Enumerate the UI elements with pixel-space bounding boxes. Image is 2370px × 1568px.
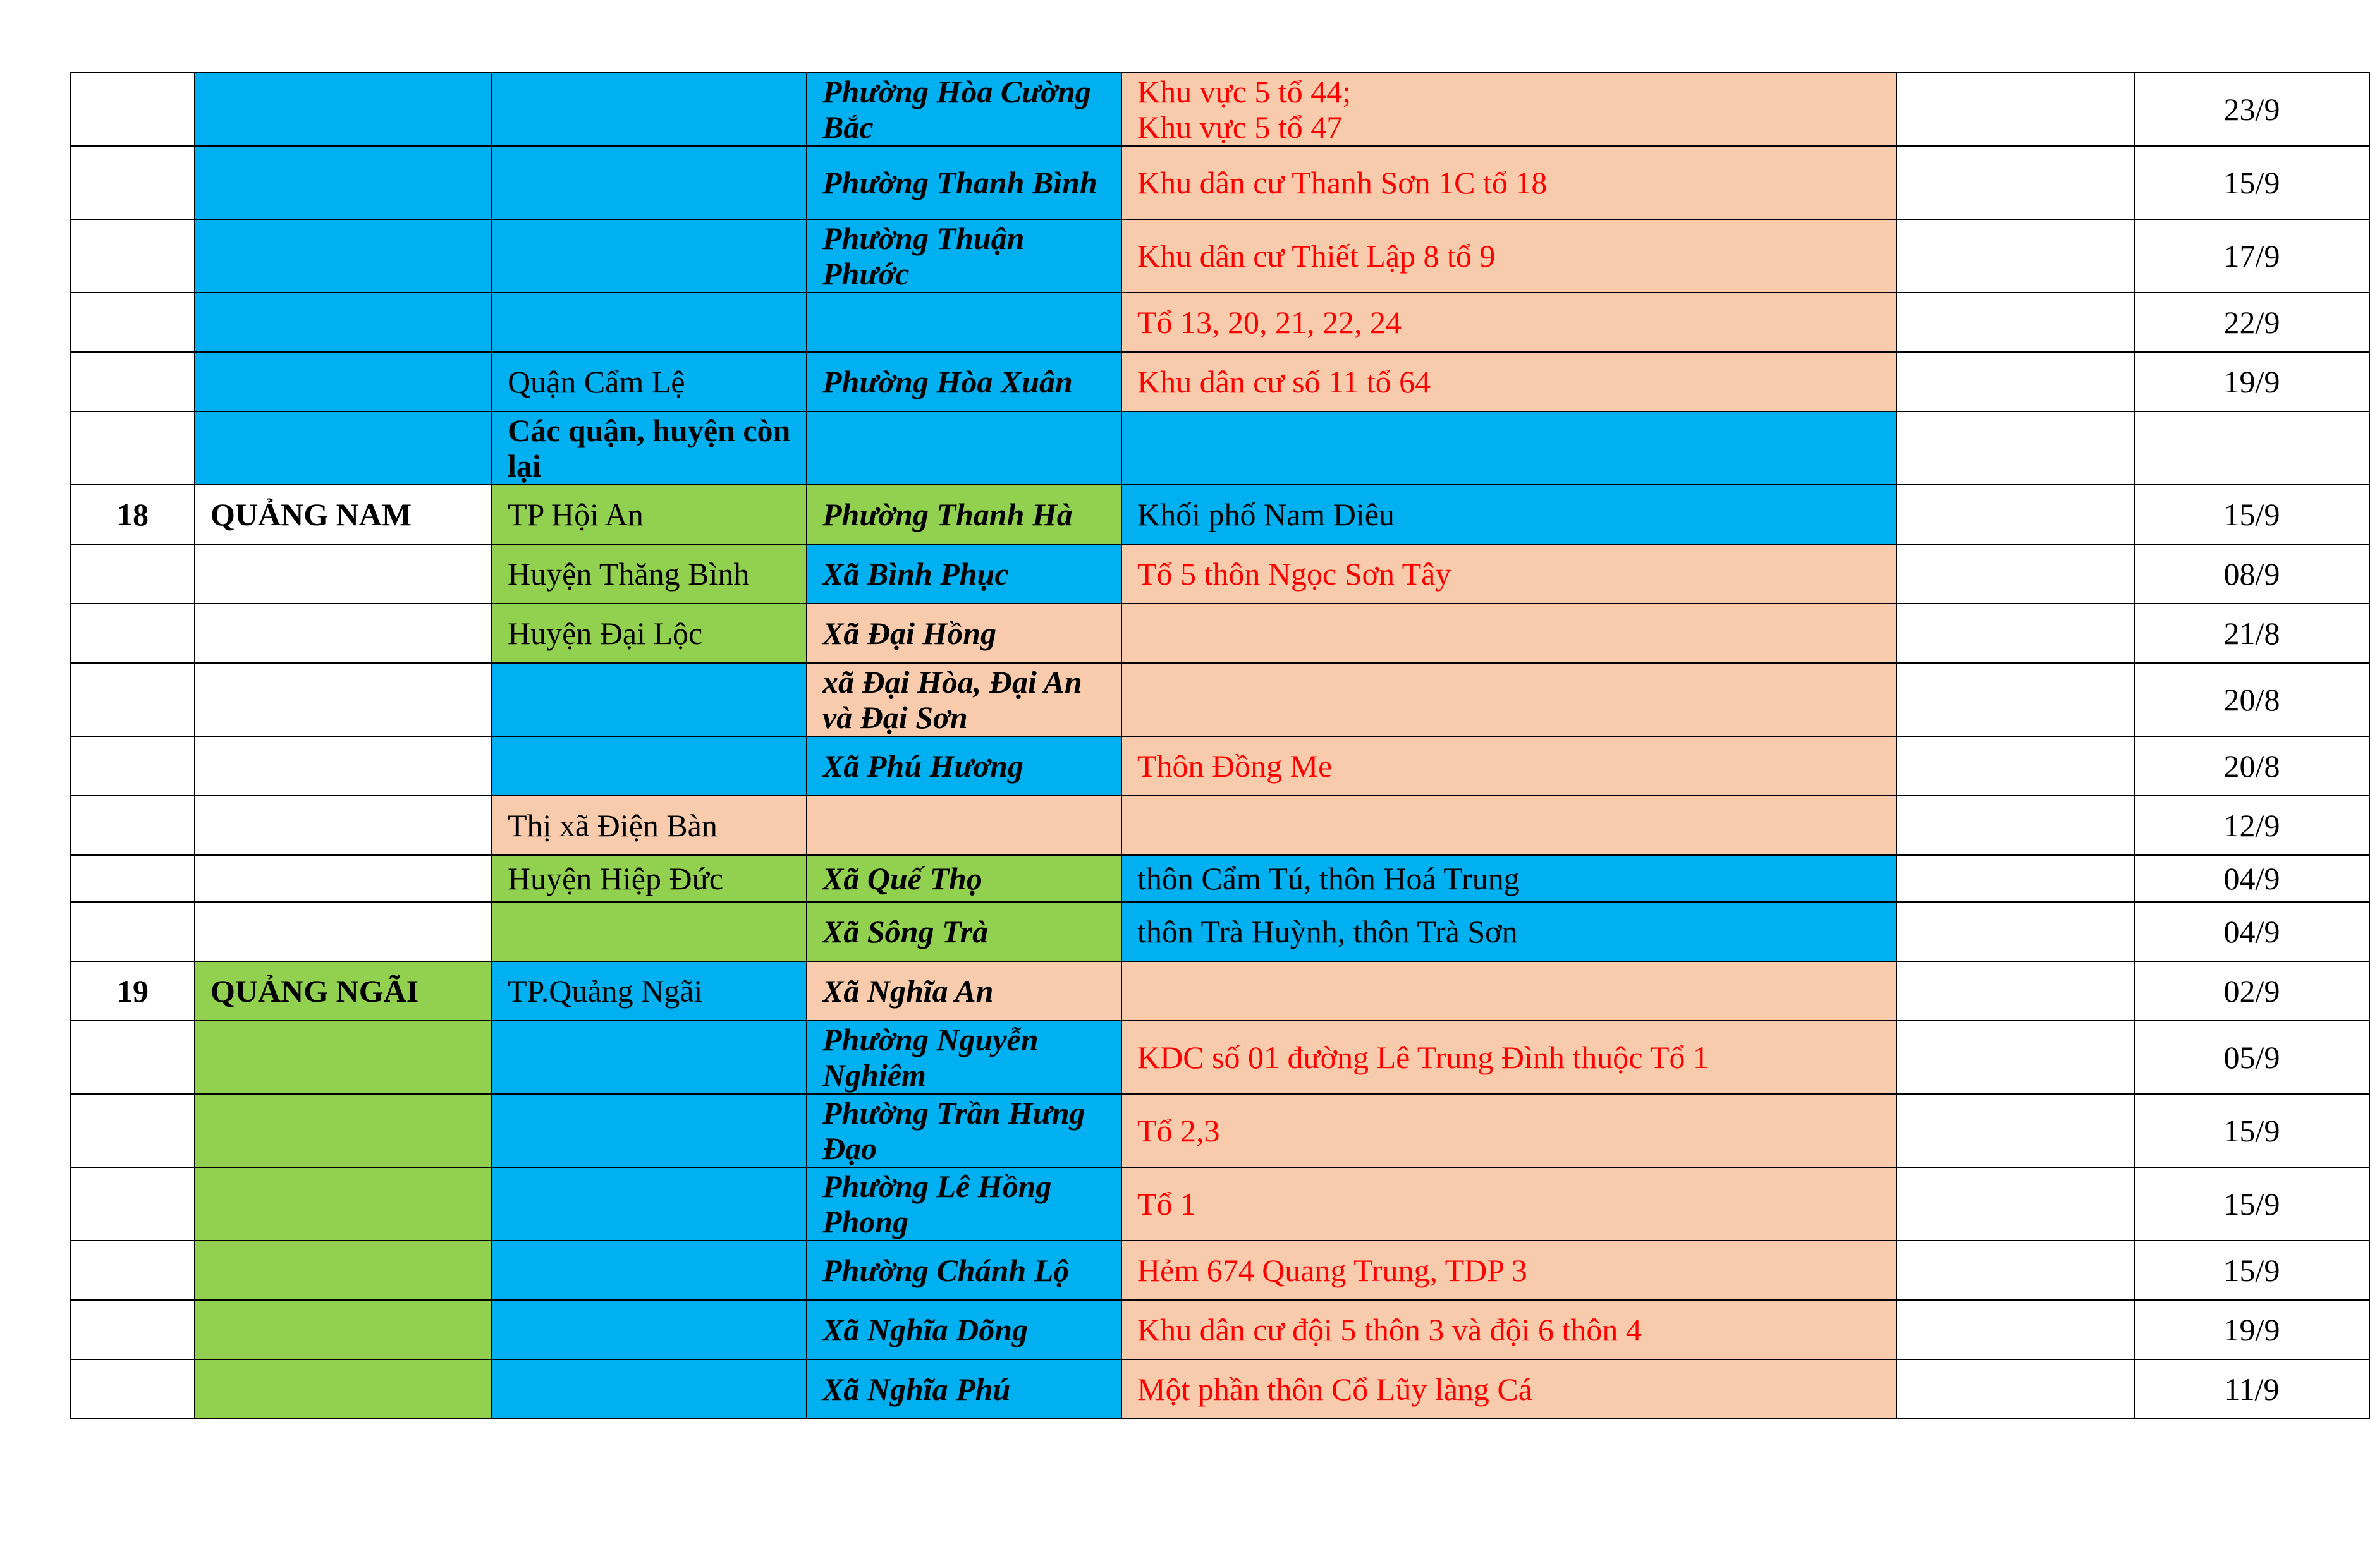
cell-area: Tổ 5 thôn Ngọc Sơn Tây [1121,544,1897,604]
cell-no [71,73,195,146]
cell-district [492,1241,807,1300]
cell-date: 11/9 [2134,1359,2369,1419]
cell-province [195,1021,492,1094]
cell-no [71,1359,195,1419]
cell-district [492,1167,807,1241]
cell-district [492,1094,807,1167]
cell-ward: Phường Trần Hưng Đạo [807,1094,1121,1167]
document-page [70,72,2370,1419]
cell-ward: Phường Nguyễn Nghiêm [807,1021,1121,1094]
cell-note [1897,1167,2134,1241]
cell-no [71,1167,195,1241]
cell-no [71,902,195,961]
cell-province [195,352,492,411]
cell-district: Huyện Đại Lộc [492,604,807,663]
cell-district: Các quận, huyện còn lại [492,411,807,485]
cell-ward [807,411,1121,485]
cell-province [195,146,492,219]
cell-ward: Xã Quế Thọ [807,855,1121,902]
cell-date: 04/9 [2134,855,2369,902]
cell-no [71,663,195,736]
cell-note [1897,604,2134,663]
cell-note [1897,485,2134,544]
cell-no [71,736,195,796]
cell-no [71,796,195,855]
cell-no [71,544,195,604]
table-row [71,146,2369,219]
cell-note [1897,1094,2134,1167]
cell-ward: Xã Bình Phục [807,544,1121,604]
cell-ward: Xã Đại Hồng [807,604,1121,663]
cell-area: KDC số 01 đường Lê Trung Đình thuộc Tổ 1 [1121,1021,1897,1094]
cell-ward: xã Đại Hòa, Đại An và Đại Sơn [807,663,1121,736]
cell-date: 15/9 [2134,1094,2369,1167]
table-row [71,411,2369,485]
cell-area [1121,663,1897,736]
table-row [71,73,2369,146]
cell-province [195,796,492,855]
cell-province [195,219,492,293]
cell-date: 15/9 [2134,1241,2369,1300]
cell-ward: Phường Lê Hồng Phong [807,1167,1121,1241]
table-row [71,1094,2369,1167]
cell-district [492,663,807,736]
cell-ward: Xã Phú Hương [807,736,1121,796]
table-row [71,663,2369,736]
cell-province [195,293,492,352]
cell-area: Hẻm 674 Quang Trung, TDP 3 [1121,1241,1897,1300]
table-row [71,1167,2369,1241]
cell-province [195,544,492,604]
cell-note [1897,796,2134,855]
cell-province [195,1300,492,1359]
cell-district: Thị xã Điện Bàn [492,796,807,855]
table-row [71,604,2369,663]
cell-date: 23/9 [2134,73,2369,146]
cell-province [195,1167,492,1241]
cell-district: Quận Cẩm Lệ [492,352,807,411]
cell-area: Khu dân cư đội 5 thôn 3 và đội 6 thôn 4 [1121,1300,1897,1359]
cell-area [1121,796,1897,855]
cell-province [195,411,492,485]
cell-date: 21/8 [2134,604,2369,663]
cell-province [195,73,492,146]
cell-province [195,736,492,796]
cell-date: 08/9 [2134,544,2369,604]
cell-province [195,855,492,902]
cell-ward [807,796,1121,855]
cell-district [492,1021,807,1094]
cell-no [71,1021,195,1094]
cell-no [71,1300,195,1359]
cell-area: Khu dân cư Thiết Lập 8 tổ 9 [1121,219,1897,293]
cell-note [1897,411,2134,485]
cell-province [195,1241,492,1300]
cell-date: 19/9 [2134,1300,2369,1359]
cell-note [1897,1300,2134,1359]
cell-date: 02/9 [2134,961,2369,1021]
cell-ward: Phường Hòa Xuân [807,352,1121,411]
cell-date: 20/8 [2134,663,2369,736]
cell-no [71,146,195,219]
cell-note [1897,663,2134,736]
cell-note [1897,961,2134,1021]
cell-area: Tổ 1 [1121,1167,1897,1241]
cell-area: thôn Cẩm Tú, thôn Hoá Trung [1121,855,1897,902]
cell-area [1121,604,1897,663]
cell-province [195,604,492,663]
cell-note [1897,855,2134,902]
cell-province [195,663,492,736]
table-row [71,736,2369,796]
cell-note [1897,902,2134,961]
cell-note [1897,1359,2134,1419]
cell-province: QUẢNG NGÃI [195,961,492,1021]
cell-ward: Phường Chánh Lộ [807,1241,1121,1300]
cell-province [195,902,492,961]
cell-date: 22/9 [2134,293,2369,352]
table-row [71,1300,2369,1359]
cell-area: Khu dân cư Thanh Sơn 1C tổ 18 [1121,146,1897,219]
cell-date: 12/9 [2134,796,2369,855]
cell-no [71,604,195,663]
cell-note [1897,73,2134,146]
cell-district [492,902,807,961]
cell-date [2134,411,2369,485]
table-row [71,1359,2369,1419]
cell-ward: Xã Nghĩa Dõng [807,1300,1121,1359]
cell-district [492,1359,807,1419]
cell-area: Một phần thôn Cổ Lũy làng Cá [1121,1359,1897,1419]
zone-status-table [70,72,2370,1419]
table-row [71,902,2369,961]
cell-date: 05/9 [2134,1021,2369,1094]
cell-area: thôn Trà Huỳnh, thôn Trà Sơn [1121,902,1897,961]
cell-ward: Phường Thanh Hà [807,485,1121,544]
cell-ward: Xã Nghĩa An [807,961,1121,1021]
cell-area: Khu dân cư số 11 tổ 64 [1121,352,1897,411]
cell-district [492,146,807,219]
cell-date: 19/9 [2134,352,2369,411]
cell-area: Tổ 13, 20, 21, 22, 24 [1121,293,1897,352]
cell-date: 15/9 [2134,146,2369,219]
cell-district [492,73,807,146]
cell-note [1897,736,2134,796]
cell-note [1897,544,2134,604]
cell-no: 19 [71,961,195,1021]
table-row [71,1241,2369,1300]
cell-ward: Xã Nghĩa Phú [807,1359,1121,1419]
cell-no [71,352,195,411]
cell-district: TP Hội An [492,485,807,544]
table-row [71,352,2369,411]
cell-area [1121,961,1897,1021]
cell-note [1897,352,2134,411]
cell-no [71,293,195,352]
cell-province [195,1094,492,1167]
cell-area: Tổ 2,3 [1121,1094,1897,1167]
cell-date: 15/9 [2134,485,2369,544]
cell-area: Khối phố Nam Diêu [1121,485,1897,544]
cell-date: 17/9 [2134,219,2369,293]
cell-district: TP.Quảng Ngãi [492,961,807,1021]
cell-no: 18 [71,485,195,544]
cell-note [1897,219,2134,293]
cell-ward: Phường Thanh Bình [807,146,1121,219]
cell-note [1897,1241,2134,1300]
cell-area: Thôn Đồng Me [1121,736,1897,796]
cell-ward [807,293,1121,352]
cell-district: Huyện Hiệp Đức [492,855,807,902]
cell-province [195,1359,492,1419]
cell-district: Huyện Thăng Bình [492,544,807,604]
cell-note [1897,146,2134,219]
cell-ward: Xã Sông Trà [807,902,1121,961]
cell-no [71,219,195,293]
cell-date: 04/9 [2134,902,2369,961]
cell-province: QUẢNG NAM [195,485,492,544]
cell-district [492,1300,807,1359]
cell-note [1897,1021,2134,1094]
cell-date: 20/8 [2134,736,2369,796]
table-row [71,855,2369,902]
cell-no [71,1241,195,1300]
table-row [71,544,2369,604]
cell-area [1121,73,1897,146]
cell-district [492,219,807,293]
cell-area [1121,411,1897,485]
area-text: Khu vực 5 tổ 44; Khu vực 5 tổ 47 [1137,74,1352,145]
cell-ward: Phường Thuận Phước [807,219,1121,293]
cell-ward: Phường Hòa Cường Bắc [807,73,1121,146]
cell-district [492,293,807,352]
table-row [71,1021,2369,1094]
cell-no [71,411,195,485]
table-row [71,219,2369,293]
table-row [71,961,2369,1021]
cell-no [71,1094,195,1167]
cell-no [71,855,195,902]
table-row [71,796,2369,855]
table-row [71,485,2369,544]
cell-district [492,736,807,796]
table-row [71,293,2369,352]
cell-date: 15/9 [2134,1167,2369,1241]
cell-note [1897,293,2134,352]
